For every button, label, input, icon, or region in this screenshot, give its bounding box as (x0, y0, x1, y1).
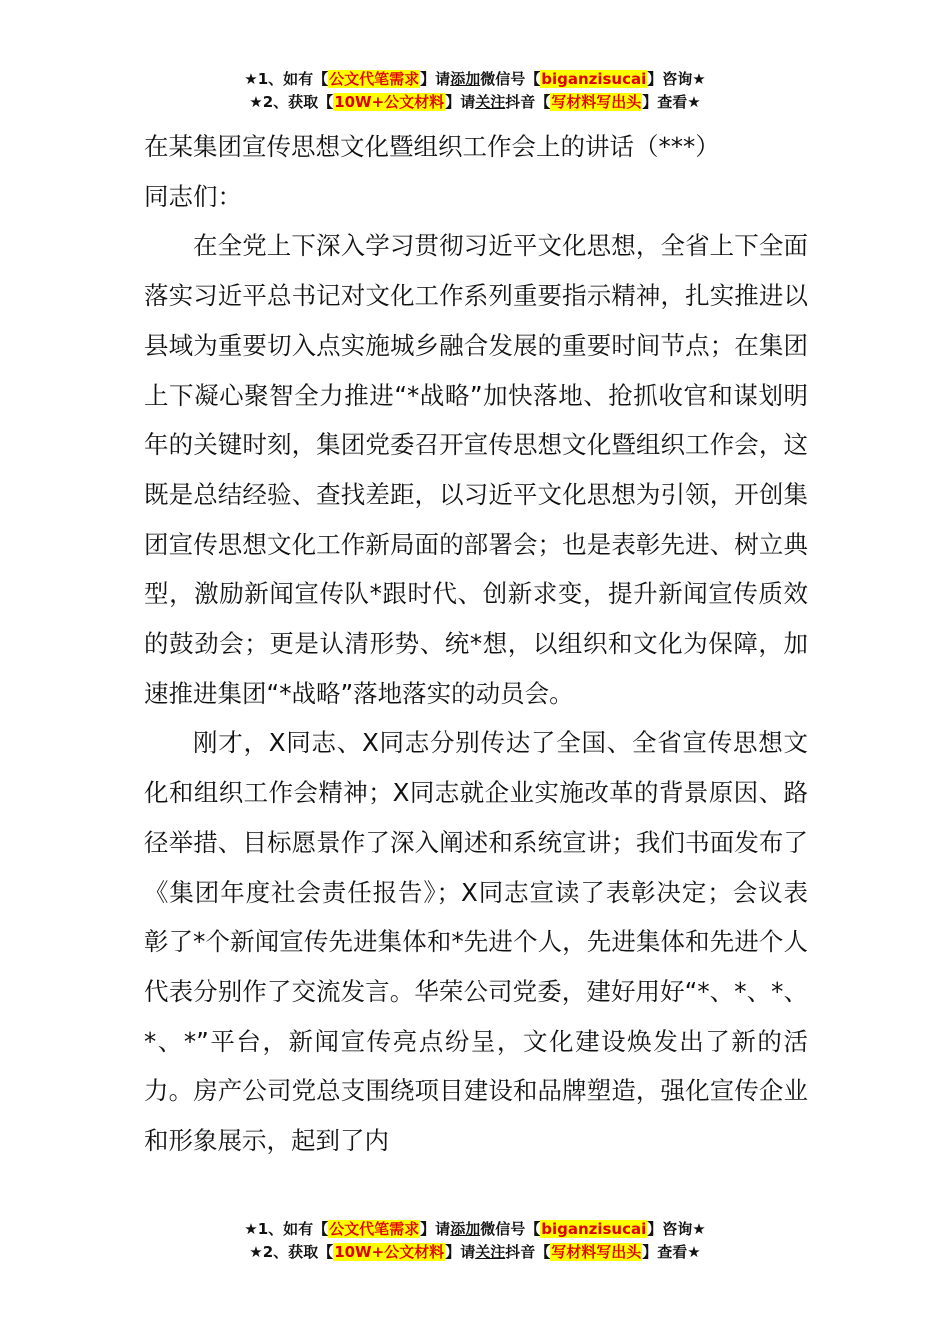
banner-text: 】请 (445, 93, 476, 111)
footer-banner (0, 1218, 950, 1264)
salutation: 同志们： (144, 181, 242, 211)
banner-line-1 (0, 1218, 950, 1241)
banner-text: 】请 (420, 70, 451, 88)
banner-underline: 关注 (475, 1243, 506, 1261)
banner-douyin-id: 写材料写出头 (551, 93, 642, 111)
banner-highlight: 10W+公文材料 (334, 1243, 445, 1261)
banner-highlight: 公文代笔需求 (329, 1220, 420, 1238)
banner-underline: 添加 (450, 70, 481, 88)
header-banner (0, 68, 950, 114)
banner-douyin-id: 写材料写出头 (551, 1243, 642, 1261)
banner-wechat-id: biganzisucai (541, 1220, 647, 1238)
banner-text: ★1、如有【 (244, 70, 329, 88)
banner-text: 抖音【 (505, 93, 551, 111)
document-title: 在某集团宣传思想文化暨组织工作会上的讲话（***） (144, 132, 720, 161)
banner-text: ★2、获取【 (249, 93, 334, 111)
banner-text: 】查看★ (642, 93, 701, 111)
banner-text: 抖音【 (505, 1243, 551, 1261)
paragraph: 在全党上下深入学习贯彻习近平文化思想，全省上下全面落实习近平总书记对文化工作系列重要指示精神，扎实推进以县域为重要切入点实施城乡融合发展的重要时间节点；在集团上下凝心聚智全力推进“*战略”加快落地、抢抓收官和谋划明年的关键时刻，集团党委召开宣传思想文化暨组织工作会，这既是总结经验、查找差距，以习近平文化思想为引领，开创集团宣传思想文化工作新局面的部署会；也是表彰先进、树立典型，激励新闻宣传队*跟时代、创新求变，提升新闻宣传质效的鼓劲会；更是认清形势、统*想，以组织和文化为保障，加速推进集团“*战略”落地落实的动员会。 (144, 231, 808, 708)
banner-text: 】查看★ (642, 1243, 701, 1261)
banner-highlight: 10W+公文材料 (334, 93, 445, 111)
banner-underline: 关注 (475, 93, 506, 111)
banner-line-2 (0, 91, 950, 114)
banner-wechat-id: biganzisucai (541, 70, 647, 88)
banner-text: 】咨询★ (647, 1220, 706, 1238)
paragraph: 刚才，X同志、X同志分别传达了全国、全省宣传思想文化和组织工作会精神；X同志就企业实施改革的背景原因、路径举措、目标愿景作了深入阐述和系统宣讲；我们书面发布了《集团年度社会责任报告》；X同志宣读了表彰决定；会议表彰了*个新闻宣传先进集体和*先进个人，先进集体和先进个人代表分别作了交流发言。华荣公司党委，建好用好“*、*、*、*、*”平台，新闻宣传亮点纷呈，文化建设焕发出了新的活力。房产公司党总支围绕项目建设和品牌塑造，强化宣传企业和形象展示，起到了内 (144, 728, 808, 1156)
banner-text: 微信号【 (480, 1220, 541, 1238)
banner-line-2 (0, 1241, 950, 1264)
banner-text: 】请 (420, 1220, 451, 1238)
banner-text: ★1、如有【 (244, 1220, 329, 1238)
banner-highlight: 公文代笔需求 (329, 70, 420, 88)
banner-underline: 添加 (450, 1220, 481, 1238)
document-body (144, 122, 808, 1166)
banner-text: 】咨询★ (647, 70, 706, 88)
banner-text: ★2、获取【 (249, 1243, 334, 1261)
banner-line-1 (0, 68, 950, 91)
banner-text: 微信号【 (480, 70, 541, 88)
banner-text: 】请 (445, 1243, 476, 1261)
